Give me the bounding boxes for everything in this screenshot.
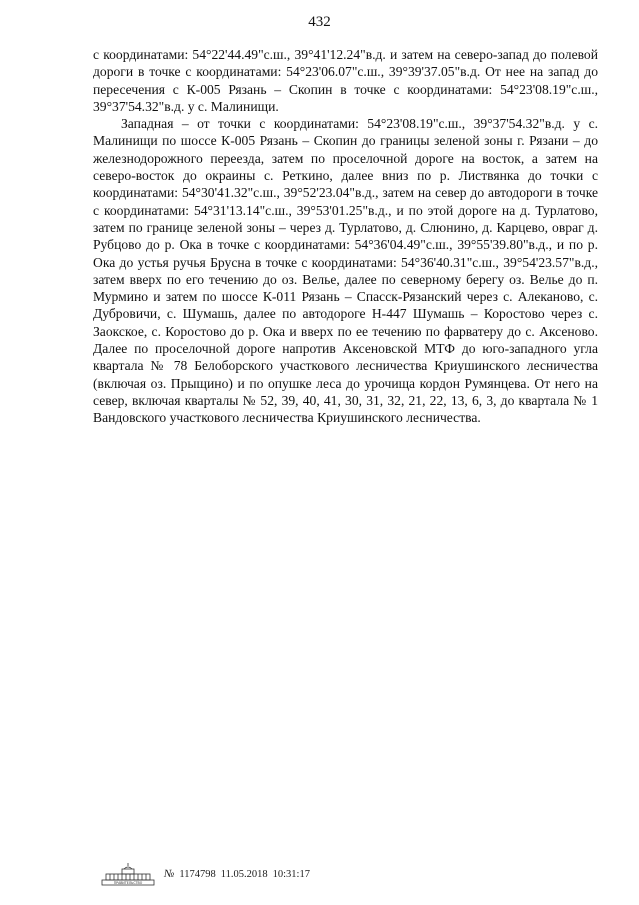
document-footer (100, 862, 310, 886)
paragraph-continuation: с координатами: 54°22'44.49"с.ш., 39°41'12.24"в.д. и затем на северо-запад до полевой дороги в точке с координатами: 54°23'06.07"с.ш., 39°39'37.05"в.д. От нее на запад до пересечения с К-005 Рязань – Скопин в точке с координатами: 54°23'08.19"с.ш., 39°37'54.32"в.д. у с. Малинищи. (93, 47, 598, 114)
stamp-time: 10:31:17 (272, 868, 310, 880)
document-body (93, 46, 598, 427)
paragraph-western-boundary: Западная – от точки с координатами: 54°23'08.19"с.ш., 39°37'54.32"в.д. у с. Малинищи по шоссе К-005 Рязань – Скопин до границы зеленой зоны г. Рязани – до железнодорожного переезда, затем по проселочной дороге на восток, а затем на северо-восток до окраины с. Реткино, далее вниз по р. Листвянка до точки с координатами: 54°30'41.32"с.ш., 39°52'23.04"в.д., затем на север до автодороги в точке с координатами: 54°31'13.14"с.ш., 39°53'01.25"в.д., и по этой дороге на д. Турлатово, затем по границе зеленой зоны – через д. Турлатово, д. Слюнино, д. Карцево, овраг д. Рубцово до р. Ока в точке с координатами: 54°36'04.49"с.ш., 39°55'39.80"в.д., и по р. Ока до устья ручья Брусна в точке с координатами: 54°36'40.31"с.ш., 39°54'23.57"в.д., затем вверх по его течению до оз. Велье, далее по северному берегу оз. Велье до п. Мурмино и затем по шоссе К-011 Рязань – Спасск-Рязанский через с. Алеканово, с. Дубровичи, с. Шумашь, далее по автодороге Н-447 Шумашь – Коростово через с. Заокское, с. Коростово до р. Ока и вверх по ее течению по фарватеру до с. Аксеново. Далее по проселочной дороге напротив Аксеновской МТФ до юго-западного угла квартала № 78 Белоборского участкового лесничества Криушинского лесничества (включая оз. Прыщино) и по опушке леса до урочища кордон Румянцева. От него на север, включая кварталы № 52, 39, 40, 41, 30, 31, 32, 21, 22, 13, 6, 3, до квартала № 1 Вандовского участкового лесничества Криушинского лесничества. (93, 116, 598, 426)
document-stamp (164, 868, 310, 880)
stamp-date: 11.05.2018 (220, 868, 268, 880)
document-number: 1174798 (179, 868, 216, 880)
number-symbol: № (164, 868, 175, 880)
emblem-caption: ПРАВИТЕЛЬСТВО (113, 881, 143, 885)
government-building-emblem-icon (100, 862, 156, 886)
page-number: 432 (308, 14, 331, 30)
